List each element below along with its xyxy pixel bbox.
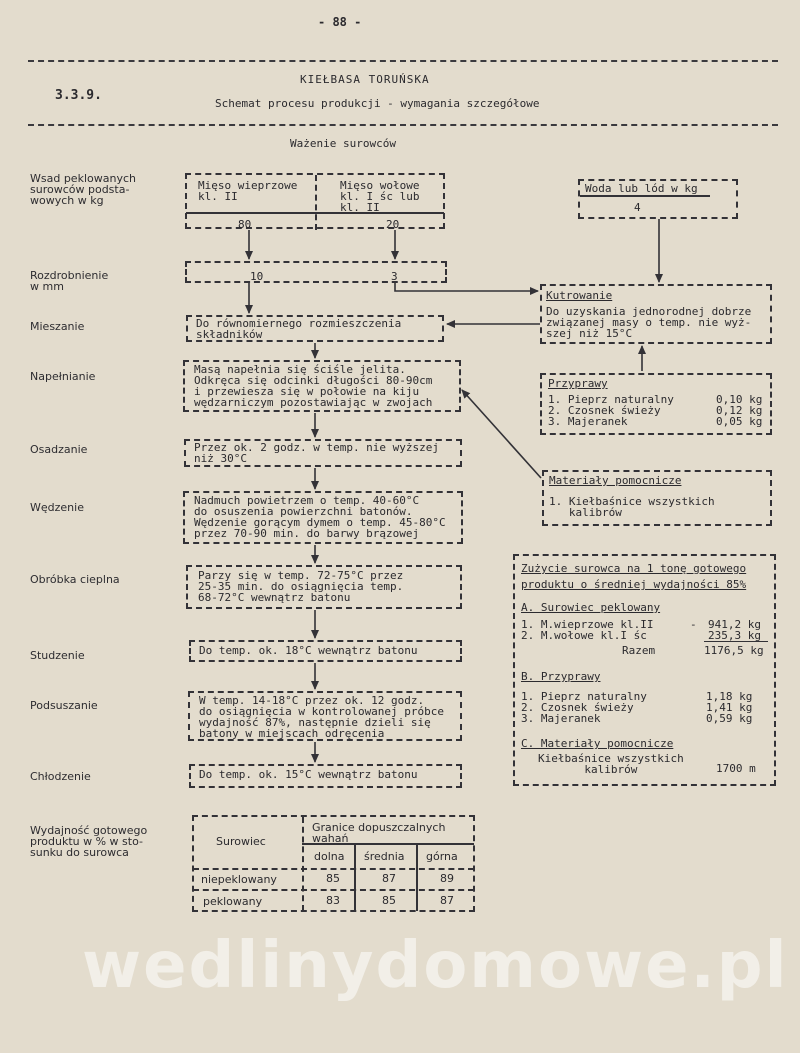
yield-row-1-name: niepeklowany bbox=[201, 873, 277, 886]
usage-razem-value: 1176,5 kg bbox=[704, 644, 764, 657]
spice-1-name: 1. Pieprz naturalny bbox=[548, 393, 674, 406]
smoking-text: Nadmuch powietrzem o temp. 40-60°C do osuszenia powierzchni batonów. Wędzenie gorącym dymem o temp. 45-80°C przez 70-90 min. do barwy brązowej bbox=[194, 494, 446, 540]
step-label-wydajnosc: Wydajność gotowego produktu w % w sto- sunku do surowca bbox=[30, 824, 148, 859]
yield-row-1-srednia: 87 bbox=[382, 872, 396, 885]
arrow-materials-to-filling bbox=[462, 390, 541, 478]
document-title: KIEŁBASA TORUŃSKA bbox=[300, 73, 430, 86]
settling-text: Przez ok. 2 godz. w temp. nie wyższej niż 30°C bbox=[194, 441, 440, 465]
yield-row-2-name: peklowany bbox=[203, 895, 263, 908]
step-label-rozdrobnienie: Rozdrobnienie w mm bbox=[30, 269, 109, 293]
step-label-osadzanie: Osadzanie bbox=[30, 443, 88, 456]
usage-b-2-value: 1,41 kg bbox=[706, 701, 753, 714]
usage-b-2-name: 2. Czosnek świeży bbox=[521, 701, 634, 714]
chilling-text: Do temp. ok. 15°C wewnątrz batonu bbox=[199, 768, 418, 781]
arrow-grinding-to-kutrowanie bbox=[395, 283, 538, 291]
water-value: 4 bbox=[634, 201, 641, 214]
usage-a-title: A. Surowiec peklowany bbox=[521, 601, 661, 614]
step-label-chlodzenie: Chłodzenie bbox=[30, 770, 91, 783]
yield-col-dolna: dolna bbox=[314, 850, 345, 863]
page-number: - 88 - bbox=[318, 15, 362, 29]
spice-2-name: 2. Czosnek świeży bbox=[548, 404, 661, 417]
yield-row-1-dolna: 85 bbox=[326, 872, 340, 885]
usage-c-title: C. Materiały pomocnicze bbox=[521, 737, 674, 750]
heat-treatment-text: Parzy się w temp. 72-75°C przez 25-35 min. do osiągnięcia temp. 68-72°C wewnątrz batonu bbox=[198, 569, 404, 604]
pork-grind-mm: 10 bbox=[250, 270, 264, 283]
step-label-wedzenie: Wędzenie bbox=[30, 501, 84, 514]
pork-label: Mięso wieprzowe kl. II bbox=[198, 179, 298, 203]
yield-col-surowiec: Surowiec bbox=[216, 835, 266, 848]
usage-b-3-name: 3. Majeranek bbox=[521, 712, 601, 725]
step-label-mieszanie: Mieszanie bbox=[30, 320, 85, 333]
usage-b-title: B. Przyprawy bbox=[521, 670, 601, 683]
yield-col-srednia: średnia bbox=[364, 850, 405, 863]
step-label-napelnianie: Napełnianie bbox=[30, 370, 96, 383]
usage-c-value: 1700 m bbox=[716, 762, 756, 775]
step-label-studzenie: Studzenie bbox=[30, 649, 85, 662]
yield-col-group: Granice dopuszczalnych wahań bbox=[312, 821, 446, 845]
water-label: Woda lub lód w kg bbox=[585, 182, 698, 195]
auxiliary-materials-text: 1. Kiełbaśnice wszystkich kalibrów bbox=[549, 495, 715, 519]
yield-col-gorna: górna bbox=[426, 850, 458, 863]
pork-kg: 80 bbox=[238, 218, 252, 231]
usage-b-1-name: 1. Pieprz naturalny bbox=[521, 690, 647, 703]
spices-title: Przyprawy bbox=[548, 377, 608, 390]
spice-2-value: 0,12 kg bbox=[716, 404, 763, 417]
section-number: 3.3.9. bbox=[55, 88, 102, 103]
filling-text: Masą napełnia się ściśle jelita. Odkręca się odcinki długości 80-90cm i przewiesza się w połowie na kiju wędzarniczym pozostawiając w zwojach bbox=[194, 363, 433, 409]
usage-a-1-value: 941,2 kg bbox=[708, 618, 761, 631]
yield-row-2-gorna: 87 bbox=[440, 894, 454, 907]
yield-row-1-gorna: 89 bbox=[440, 872, 454, 885]
step-label-podsuszanie: Podsuszanie bbox=[30, 699, 98, 712]
cooling-text: Do temp. ok. 18°C wewnątrz batonu bbox=[199, 644, 418, 657]
usage-b-1-value: 1,18 kg bbox=[706, 690, 753, 703]
spice-3-value: 0,05 kg bbox=[716, 415, 763, 428]
usage-a-2-value: 235,3 kg bbox=[708, 629, 761, 642]
usage-c-item: Kiełbaśnice wszystkich kalibrów bbox=[538, 752, 684, 776]
spice-1-value: 0,10 kg bbox=[716, 393, 763, 406]
kutrowanie-text: Do uzyskania jednorodnej dobrze związanej masy o temp. nie wyż- szej niż 15°C bbox=[546, 305, 752, 340]
beef-kg: 20 bbox=[386, 218, 400, 231]
usage-a-2-name: 2. M.wołowe kl.I śc bbox=[521, 629, 647, 642]
step-label-wsad: Wsad peklowanych surowców podsta- wowych w kg bbox=[30, 172, 136, 207]
document-subtitle: Schemat procesu produkcji - wymagania szczegółowe bbox=[215, 97, 540, 110]
watermark: wedlinydomowe.pl bbox=[82, 929, 789, 1003]
step-label-obrobka: Obróbka cieplna bbox=[30, 573, 120, 586]
drying-text: W temp. 14-18°C przez ok. 12 godz. do osiągnięcia w kontrolowanej próbce wydajność 87%, następnie dzieli się batony w miejscach odręcenia bbox=[199, 694, 445, 740]
usage-b-3-value: 0,59 kg bbox=[706, 712, 753, 725]
usage-razem-label: Razem bbox=[622, 644, 656, 657]
mixing-text: Do równomiernego rozmieszczenia składników bbox=[196, 317, 402, 341]
usage-title: Zużycie surowca na 1 tonę gotowego produktu o średniej wydajności 85% bbox=[521, 562, 747, 591]
kutrowanie-title: Kutrowanie bbox=[546, 289, 613, 302]
yield-row-2-srednia: 85 bbox=[382, 894, 396, 907]
usage-a-1-dash: - bbox=[690, 618, 697, 631]
beef-label: Mięso wołowe kl. I śc lub kl. II bbox=[340, 179, 420, 214]
auxiliary-materials-title: Materiały pomocnicze bbox=[549, 474, 682, 487]
beef-grind-mm: 3 bbox=[391, 270, 398, 283]
yield-row-2-dolna: 83 bbox=[326, 894, 340, 907]
spice-3-name: 3. Majeranek bbox=[548, 415, 628, 428]
weighing-heading: Ważenie surowców bbox=[290, 137, 396, 150]
usage-a-1-name: 1. M.wieprzowe kl.II bbox=[521, 618, 654, 631]
